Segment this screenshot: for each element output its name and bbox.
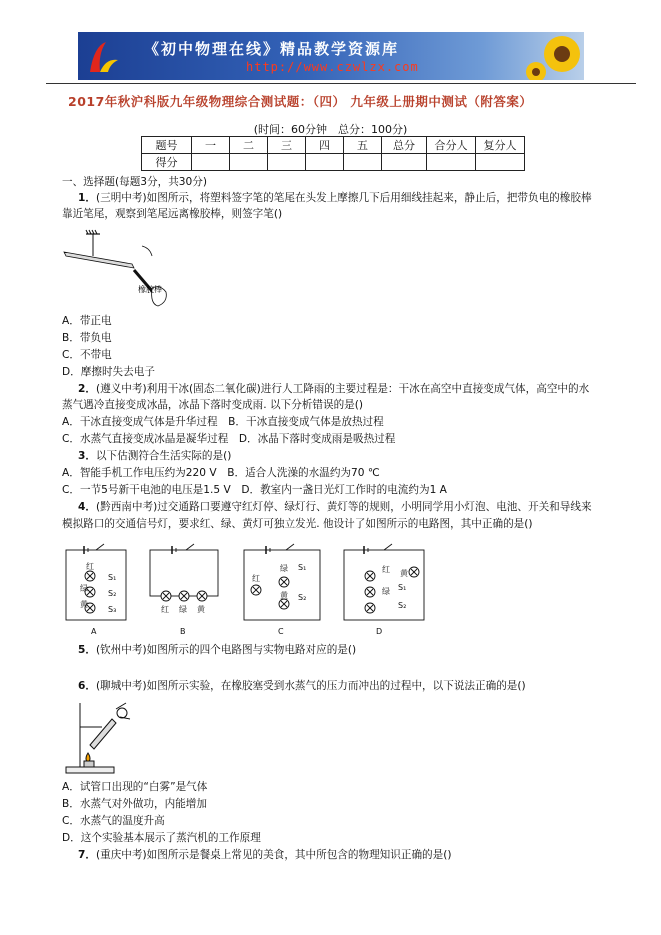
lamp-label: 绿 xyxy=(382,587,390,596)
time-info: (时间：60分钟 总分：100分) xyxy=(253,123,408,136)
circuit-b xyxy=(150,544,218,636)
question-1-line2: 靠近笔尾，观察到笔尾远离橡胶棒，则签字笔() xyxy=(62,208,283,220)
switch-label: S₃ xyxy=(108,605,117,614)
circuit-c xyxy=(244,544,320,636)
circuit-label: C xyxy=(278,627,284,636)
question-2-line2: 蒸气遇冷直接变成冰晶，冰晶下落时变成雨. 以下分析错误的是() xyxy=(62,399,364,411)
banner-title: 《初中物理在线》精品教学资源库 xyxy=(144,40,400,58)
option-b: B．水蒸气对外做功，内能增加 xyxy=(62,798,207,810)
lamp-label: 绿 xyxy=(280,564,288,573)
question-number: 4． xyxy=(78,501,96,513)
question-2 xyxy=(78,381,589,397)
table-cell xyxy=(268,154,306,171)
question-text: (三明中考)如图所示，将塑料签字笔的笔尾在头发上摩擦几下后用细线挂起来，静止后，把带负电的橡胶棒 xyxy=(95,192,592,204)
question-3 xyxy=(78,448,231,464)
logo-icon xyxy=(84,38,124,76)
question-text: (钦州中考)如图所示的四个电路图与实物电路对应的是() xyxy=(95,644,357,656)
lamp-label: 绿 xyxy=(179,605,187,614)
table-cell xyxy=(476,154,525,171)
lamp-label: 黄 xyxy=(280,591,288,600)
switch-label: S₂ xyxy=(398,601,407,610)
header-rule xyxy=(46,83,636,84)
table-cell: 一 xyxy=(192,137,230,154)
switch-label: S₂ xyxy=(298,593,307,602)
table-cell: 题号 xyxy=(142,137,192,154)
lamp-label: 红 xyxy=(86,562,94,571)
lamp-label: 红 xyxy=(382,565,390,574)
option-d: D．摩擦时失去电子 xyxy=(62,366,155,378)
options-ab: A．智能手机工作电压约为220 V B．适合人洗澡的水温约为70 ℃ xyxy=(62,467,380,479)
option-a: A．带正电 xyxy=(62,315,112,327)
steam-experiment-figure xyxy=(60,697,140,777)
question-4-line2: 模拟路口的交通信号灯，要求红、绿、黄灯可独立发光. 他设计了如图所示的电路图，其中正确的是() xyxy=(62,518,533,530)
question-1 xyxy=(78,190,592,206)
switch-label: S₁ xyxy=(108,573,117,582)
switch-label: S₁ xyxy=(298,563,307,572)
pen-figure xyxy=(60,226,180,312)
table-cell: 总分 xyxy=(382,137,427,154)
circuit-label: B xyxy=(180,627,186,636)
circuit-figure xyxy=(58,538,458,638)
option-c: C．水蒸气的温度升高 xyxy=(62,815,165,827)
question-number: 7． xyxy=(78,849,96,861)
table-cell: 四 xyxy=(306,137,344,154)
switch-label: S₁ xyxy=(398,583,407,592)
options-cd: C．水蒸气直接变成冰晶是凝华过程 D．冰晶下落时变成雨是吸热过程 xyxy=(62,433,396,445)
table-cell: 五 xyxy=(344,137,382,154)
table-cell xyxy=(306,154,344,171)
header-banner xyxy=(78,32,584,80)
section-heading: 一、选择题(每题3分，共30分) xyxy=(62,176,208,188)
table-cell: 三 xyxy=(268,137,306,154)
question-number: 5． xyxy=(78,644,96,656)
question-number: 2． xyxy=(78,383,96,395)
question-6 xyxy=(78,678,526,694)
option-c: C．不带电 xyxy=(62,349,112,361)
lamp-label: 黄 xyxy=(80,600,88,609)
lamp-label: 绿 xyxy=(80,584,88,593)
lamp-label: 黄 xyxy=(197,605,205,614)
table-cell: 复分人 xyxy=(476,137,525,154)
table-cell xyxy=(230,154,268,171)
question-4 xyxy=(78,499,592,515)
question-7 xyxy=(78,847,452,863)
table-cell xyxy=(427,154,476,171)
question-number: 3． xyxy=(78,450,96,462)
question-text: (遵义中考)利用干冰(固态二氧化碳)进行人工降雨的主要过程是：干冰在高空中直接变成气体，高空中的水 xyxy=(95,383,590,395)
option-d: D．这个实验基本展示了蒸汽机的工作原理 xyxy=(62,832,261,844)
question-text: (黔西南中考)过交通路口要遵守红灯停、绿灯行、黄灯等的规则，小明同学用小灯泡、电池、开关和导线来 xyxy=(95,501,592,513)
question-number: 1． xyxy=(78,192,96,204)
circuit-a xyxy=(66,544,126,636)
circuit-label: A xyxy=(91,627,97,636)
circuit-d xyxy=(344,544,424,636)
question-text: (重庆中考)如图所示是餐桌上常见的美食，其中所包含的物理知识正确的是() xyxy=(95,849,452,861)
circuit-label: D xyxy=(376,627,383,636)
rubber-rod-label: 橡胶棒 xyxy=(138,285,162,294)
score-table-score-row xyxy=(142,154,525,171)
table-cell: 二 xyxy=(230,137,268,154)
option-a: A．试管口出现的“白雾”是气体 xyxy=(62,781,208,793)
table-cell xyxy=(382,154,427,171)
score-table-header-row xyxy=(142,137,525,154)
score-table xyxy=(141,136,525,171)
lamp-label: 黄 xyxy=(400,569,408,578)
options-ab: A．干冰直接变成气体是升华过程 B．干冰直接变成气体是放热过程 xyxy=(62,416,384,428)
table-cell xyxy=(192,154,230,171)
lamp-label: 红 xyxy=(252,574,260,583)
sunflower-icon xyxy=(524,32,584,80)
question-5 xyxy=(78,642,356,658)
question-text: 以下估测符合生活实际的是() xyxy=(95,450,232,462)
document-title: 2017年秋沪科版九年级物理综合测试题：（四） 九年级上册期中测试（附答案） xyxy=(68,94,533,109)
question-text: (聊城中考)如图所示实验，在橡胶塞受到水蒸气的压力而冲出的过程中，以下说法正确的是() xyxy=(95,680,526,692)
lamp-label: 红 xyxy=(161,605,169,614)
banner-url: http://www.czwlzx.com xyxy=(246,60,419,74)
question-number: 6． xyxy=(78,680,96,692)
switch-label: S₂ xyxy=(108,589,117,598)
table-cell: 得分 xyxy=(142,154,192,171)
option-b: B．带负电 xyxy=(62,332,112,344)
table-cell: 合分人 xyxy=(427,137,476,154)
table-cell xyxy=(344,154,382,171)
options-cd: C．一节5号新干电池的电压是1.5 V D．教室内一盏日光灯工作时的电流约为1 A xyxy=(62,484,447,496)
